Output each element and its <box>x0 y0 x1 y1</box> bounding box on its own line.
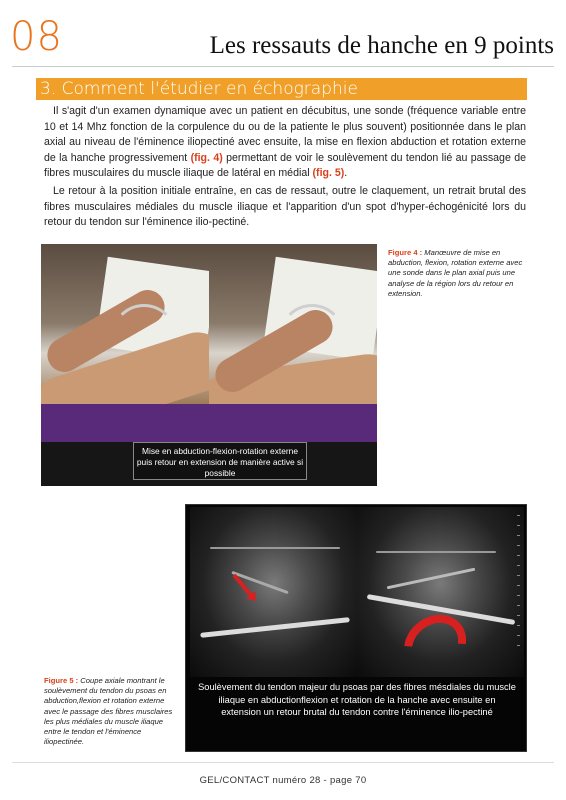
paragraph-1-part-a: Il s'agit d'un examen dynamique avec un patient en décubitus, une sonde (fréquence variable entre 10 et 14 Mhz fonction de la corpulence du ou de la patiente le plus souvent) positionnée dans le plan axial au niveau de l'éminence iliopectiné avec ensuite, la mise en flexion abduction et rotation externe de la hanche progressivement <box>44 105 526 164</box>
figure-5-caption-text: Coupe axiale montrant le soulèvement du tendon du psoas en abduction,flexion et rotation externe avec le passage des fibres musclaires les plus médiales du muscle iliaque entre le tendon et l'éminence iliopectinée. <box>44 676 173 747</box>
figure-5-image-caption: Soulèvement du tendon majeur du psoas par des fibres mésdiales du muscle iliaque en abductionflexion et rotation de la hanche avec ensuite en extension un retour brutal du tendon contre l'éminence ilio-pectiné <box>198 682 516 717</box>
section-heading-bar <box>36 78 527 100</box>
figure-4-label: Figure 4 : <box>388 248 423 257</box>
paragraph-1 <box>44 104 526 182</box>
figure-4-caption <box>388 248 528 299</box>
ultrasound-scan-left <box>190 507 358 677</box>
footer-divider <box>12 762 554 763</box>
figure-4-caption-text: Manœuvre de mise en abduction, flexion, rotation externe avec une sonde dans le plan axial puis une analyse de la région lors du retour en extension. <box>388 248 523 298</box>
page-footer: GEL/CONTACT numéro 28 - page 70 <box>199 775 367 786</box>
figure-4-photo-caption: Mise en abduction-flexion-rotation externe puis retour en extension de manière active si possible <box>133 442 307 480</box>
figure-5-caption <box>44 676 180 747</box>
figure-5-label: Figure 5 : <box>44 676 79 685</box>
photo-panel-right <box>209 244 377 442</box>
photo-panel-left <box>41 244 209 442</box>
chapter-number: 08 <box>10 14 63 60</box>
figure-5-ultrasound-image <box>185 504 527 752</box>
page-header-title: Les ressauts de hanche en 9 points <box>209 32 554 59</box>
figure-5-reference[interactable]: (fig. 5) <box>312 167 345 179</box>
paragraph-1-part-b: permettant de voir le soulèvement du tendon lié au passage de fibres musculaires du muscle iliaque de latéral en médial <box>44 151 526 179</box>
depth-scale <box>517 515 520 655</box>
figure-4-reference[interactable]: (fig. 4) <box>190 151 223 164</box>
section-title: 3. Comment l'étudier en échographie <box>40 79 358 99</box>
figure-4-photo <box>41 244 377 486</box>
paragraph-1-part-c: . <box>344 167 348 179</box>
paragraph-2: Le retour à la position initiale entraîne, en cas de ressaut, outre le claquement, un retrait brutal des fibres musculaires médiales du muscle iliaque et l'apparition d'un spot d'hyper-échogénicité lors du retour du tendon sur l'éminence ilio-pectiné. <box>44 185 526 228</box>
header-divider <box>12 66 554 67</box>
